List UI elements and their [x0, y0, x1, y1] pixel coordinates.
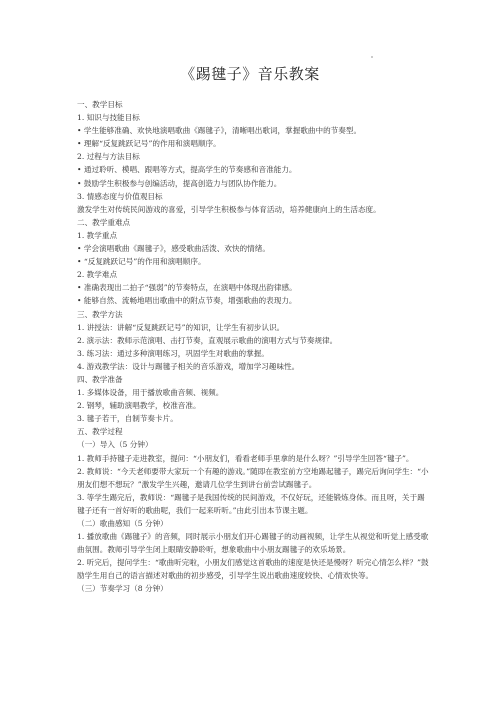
text-line: 四、教学准备: [77, 374, 123, 384]
text-line: • 学会演唱歌曲《踢毽子》，感受歌曲活泼、欢快的情绪。: [77, 244, 270, 254]
text-line: 2. 演示法：教师示范演唱、击打节奏，直观展示歌曲的演唱方式与节奏规律。: [77, 335, 338, 345]
page-title: 《踢毽子》音乐教案: [180, 65, 320, 83]
text-line: • “反复跳跃记号”的作用和演唱顺序。: [77, 257, 206, 267]
text-line: • 能够自然、流畅地唱出歌曲中的附点节奏，增强歌曲的表现力。: [77, 296, 297, 306]
text-line: 三、教学方法: [77, 309, 123, 319]
text-line: • 通过聆听、模唱、跟唱等方式，提高学生的节奏感和音准能力。: [77, 165, 297, 175]
text-line: 1. 讲授法：讲解“反复跳跃记号”的知识，让学生有初步认识。: [77, 322, 285, 332]
document-body: [77, 98, 429, 596]
text-line: • 准确表现出二拍子“强弱”的节奏特点，在演唱中体现出韵律感。: [77, 283, 297, 293]
text-line: • 理解“反复跳跃记号”的作用和演唱顺序。: [77, 139, 221, 149]
paragraph: 1. 教师手持毽子走进教室，提问：“小朋友们，看看老师手里拿的是什么呀？”引导学生回答“毽子”。: [77, 453, 414, 463]
text-line: （一）导入（5 分钟）: [77, 440, 153, 450]
text-line: 3. 情感态度与价值观目标: [77, 191, 163, 201]
paragraph: 2. 听完后，提问学生：“歌曲听完啦，小朋友们感觉这首歌曲的速度是快还是慢呀？听完心情怎么样？”鼓励学生用自己的语言描述对歌曲的初步感受，引导学生说出歌曲速度较快、心情欢快等。: [77, 558, 429, 581]
text-line: 1. 教学重点: [77, 230, 118, 240]
text-line: 2. 过程与方法目标: [77, 152, 140, 162]
text-line: 2. 教学难点: [77, 270, 118, 280]
paragraph: 3. 等学生踢完后，教师说：“踢毽子是我国传统的民间游戏，不仅好玩，还能锻炼身体。而且呀，关于踢毽子还有一首好听的歌曲呢，我们一起来听听。”由此引出本节课主题。: [77, 492, 425, 515]
text-line: 二、教学重难点: [77, 217, 131, 227]
text-line: 1. 知识与技能目标: [77, 113, 140, 123]
dot-mark: [371, 56, 373, 58]
text-line: • 鼓励学生积极参与创编活动，提高创造力与团队协作能力。: [77, 178, 282, 188]
text-line: 2. 钢琴，辅助演唱教学，校准音准。: [77, 401, 201, 411]
paragraph: 1. 播放歌曲《踢毽子》的音频，同时展示小朋友们开心踢毽子的动画视频，让学生从视觉和听觉上感受歌曲氛围。教师引导学生闭上眼睛安静聆听，想象歌曲中小朋友踢毽子的欢乐场景。: [77, 532, 429, 555]
text-line: 五、教学过程: [77, 427, 123, 437]
text-line: 4. 游戏教学法：设计与踢毽子相关的音乐游戏，增加学习趣味性。: [77, 361, 300, 371]
section-heading: （三）节奏学习（8 分钟）: [77, 584, 168, 594]
section-heading: （二）歌曲感知（5 分钟）: [77, 519, 168, 528]
text-line: 3. 练习法：通过多种演唱练习，巩固学生对歌曲的掌握。: [77, 348, 269, 358]
text-line: 激发学生对传统民间游戏的喜爱，引导学生积极参与体育活动，培养健康向上的生活态度。: [77, 204, 381, 214]
text-line: 3. 毽子若干，自制节奏卡片。: [77, 414, 178, 424]
text-line: 1. 多媒体设备，用于播放歌曲音频、视频。: [77, 388, 224, 398]
text-line: 一、教学目标: [77, 100, 123, 109]
text-line: • 学生能够准确、欢快地演唱歌曲《踢毽子》，清晰唱出歌词，掌握歌曲中的节奏型。: [77, 126, 362, 136]
paragraph: 2. 教师说：“今天老师要带大家玩一个有趣的游戏。”随即在教室前方空地踢起毽子，踢完后询问学生：“小朋友们想不想玩？”激发学生兴趣，邀请几位学生到讲台前尝试踢毽子。: [77, 466, 429, 489]
